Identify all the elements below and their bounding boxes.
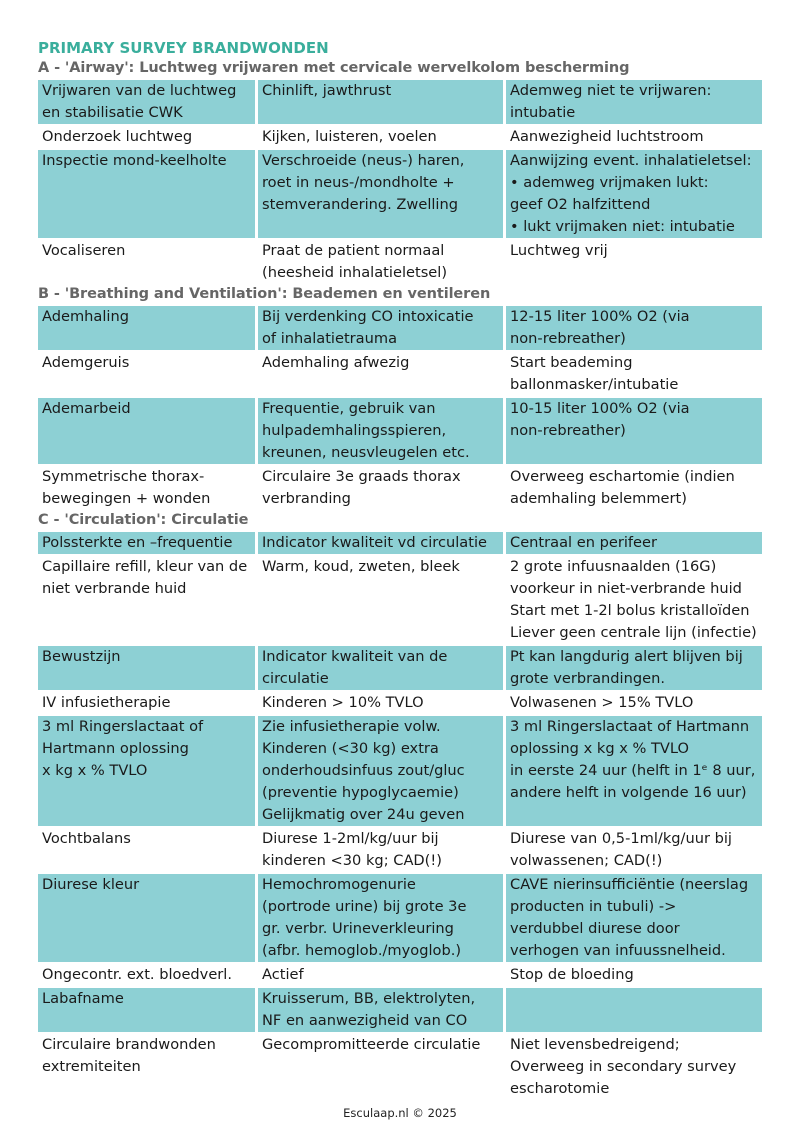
table-row (38, 530, 762, 556)
table-cell-action: Aanwezigheid luchtstroom (503, 126, 762, 148)
table-cell-action: Overweeg eschartomie (indien ademhaling belemmert) (503, 466, 762, 510)
table-cell-finding: Hemochromogenurie (portrode urine) bij grote 3e gr. verbr. Urineverkleuring (afbr. hemoglob./myoglob.) (255, 874, 503, 962)
table-cell-item: 3 ml Ringerslactaat of Hartmann oplossing x kg x % TVLO (38, 716, 255, 826)
table-cell-finding: Zie infusietherapie volw. Kinderen (<30 kg) extra onderhoudsinfuus zout/gluc (preventie hypoglycaemie) Gelijkmatig over 24u geven (255, 716, 503, 826)
table-cell-finding: Chinlift, jawthrust (255, 80, 503, 124)
table-cell-finding: Verschroeide (neus-) haren, roet in neus-/mondholte + stemverandering. Zwelling (255, 150, 503, 238)
section-heading: C - 'Circulation': Circulatie (38, 512, 249, 528)
table-cell-item: Ademhaling (38, 306, 255, 350)
table-cell-action: Pt kan langdurig alert blijven bij grote verbrandingen. (503, 646, 762, 690)
table-row (38, 964, 762, 986)
section-table (38, 304, 762, 510)
table-cell-finding: Bij verdenking CO intoxicatie of inhalatietrauma (255, 306, 503, 350)
table-cell-item: Polssterkte en –frequentie (38, 532, 255, 554)
table-cell-item: Vocaliseren (42, 242, 126, 259)
table-cell-finding: Frequentie, gebruik van hulpademhalingsspieren, kreunen, neusvleugelen etc. (255, 398, 503, 464)
table-row (38, 78, 762, 126)
table-cell-item: Ademarbeid (38, 398, 255, 464)
table-cell-finding: Diurese 1-2ml/kg/uur bij kinderen <30 kg; CAD(!) (255, 828, 503, 872)
table-cell-finding: Indicator kwaliteit van de circulatie (255, 646, 503, 690)
table-row (38, 644, 762, 692)
table-cell-finding: Indicator kwaliteit vd circulatie (255, 532, 503, 554)
section-table (38, 78, 762, 284)
table-cell-item: IV infusietherapie (42, 694, 171, 711)
table-cell-finding: Kinderen > 10% TVLO (255, 692, 503, 714)
table-cell-finding: Praat de patient normaal (heesheid inhalatieletsel) (255, 240, 503, 284)
table-cell-action: 3 ml Ringerslactaat of Hartmann oplossing x kg x % TVLO in eerste 24 uur (helft in 1ᵉ 8 uur, andere helft in volgende 16 uur) (503, 716, 762, 826)
table-row (38, 872, 762, 964)
table-cell-finding: Kijken, luisteren, voelen (255, 126, 503, 148)
table-cell-finding: Circulaire 3e graads thorax verbranding (255, 466, 503, 510)
table-cell-action: CAVE nierinsufficiëntie (neerslag producten in tubuli) -> verdubbel diurese door verhogen van infuussnelheid. (503, 874, 762, 962)
table-cell-item: Ademgeruis (42, 354, 130, 371)
table-cell-action: Luchtweg vrij (503, 240, 762, 284)
table-cell-item: Onderzoek luchtweg (42, 128, 193, 145)
table-row (38, 714, 762, 828)
section-heading: A - 'Airway': Luchtweg vrijwaren met cervicale wervelkolom bescherming (38, 60, 630, 76)
table-row (38, 304, 762, 352)
table-row (38, 126, 762, 148)
table-cell-finding: Gecompromitteerde circulatie (255, 1034, 503, 1100)
table-cell-action: Niet levensbedreigend; Overweeg in secondary survey escharotomie (503, 1034, 762, 1100)
table-cell-action: 2 grote infuusnaalden (16G) voorkeur in niet-verbrande huid Start met 1-2l bolus kristalloïden Liever geen centrale lijn (infectie) (503, 556, 762, 644)
table-cell-action: Stop de bloeding (503, 964, 762, 986)
table-row (38, 828, 762, 872)
table-row (38, 240, 762, 284)
table-cell-action: Volwasenen > 15% TVLO (503, 692, 762, 714)
table-cell-item: Vochtbalans (42, 830, 131, 847)
table-cell-finding: Actief (255, 964, 503, 986)
table-cell-action: Aanwijzing event. inhalatieletsel: • ademweg vrijmaken lukt: geef O2 halfzittend • lukt vrijmaken niet: intubatie (503, 150, 762, 238)
table-cell-item: Circulaire brandwonden extremiteiten (42, 1036, 216, 1075)
section-table (38, 530, 762, 1100)
section-heading: B - 'Breathing and Ventilation': Beademen en ventileren (38, 286, 491, 302)
table-cell-action: Centraal en perifeer (503, 532, 762, 554)
copyright-footer: Esculaap.nl © 2025 (343, 1106, 457, 1120)
table-cell-item: Labafname (38, 988, 255, 1032)
table-cell-action: Ademweg niet te vrijwaren: intubatie (503, 80, 762, 124)
table-cell-item: Vrijwaren van de luchtweg en stabilisatie CWK (38, 80, 255, 124)
table-row (38, 556, 762, 644)
table-row (38, 352, 762, 396)
table-cell-action (503, 988, 762, 1032)
sections-container (38, 58, 762, 1100)
table-cell-item: Ongecontr. ext. bloedverl. (42, 966, 232, 983)
table-cell-finding: Warm, koud, zweten, bleek (255, 556, 503, 644)
table-cell-action: Diurese van 0,5-1ml/kg/uur bij volwassenen; CAD(!) (503, 828, 762, 872)
table-cell-item: Symmetrische thorax- bewegingen + wonden (42, 468, 211, 507)
table-row (38, 1034, 762, 1100)
table-row (38, 148, 762, 240)
table-cell-finding: Ademhaling afwezig (255, 352, 503, 396)
table-cell-action: 12-15 liter 100% O2 (via non-rebreather) (503, 306, 762, 350)
table-cell-item: Inspectie mond-keelholte (38, 150, 255, 238)
table-row (38, 986, 762, 1034)
table-cell-finding: Kruisserum, BB, elektrolyten, NF en aanwezigheid van CO (255, 988, 503, 1032)
table-row (38, 692, 762, 714)
table-cell-item: Bewustzijn (38, 646, 255, 690)
table-cell-action: 10-15 liter 100% O2 (via non-rebreather) (503, 398, 762, 464)
table-cell-action: Start beademing ballonmasker/intubatie (503, 352, 762, 396)
table-cell-item: Capillaire refill, kleur van de niet verbrande huid (42, 558, 248, 597)
document (38, 38, 762, 1100)
table-cell-item: Diurese kleur (38, 874, 255, 962)
table-row (38, 466, 762, 510)
table-row (38, 396, 762, 466)
page-title: PRIMARY SURVEY BRANDWONDEN (38, 39, 329, 57)
